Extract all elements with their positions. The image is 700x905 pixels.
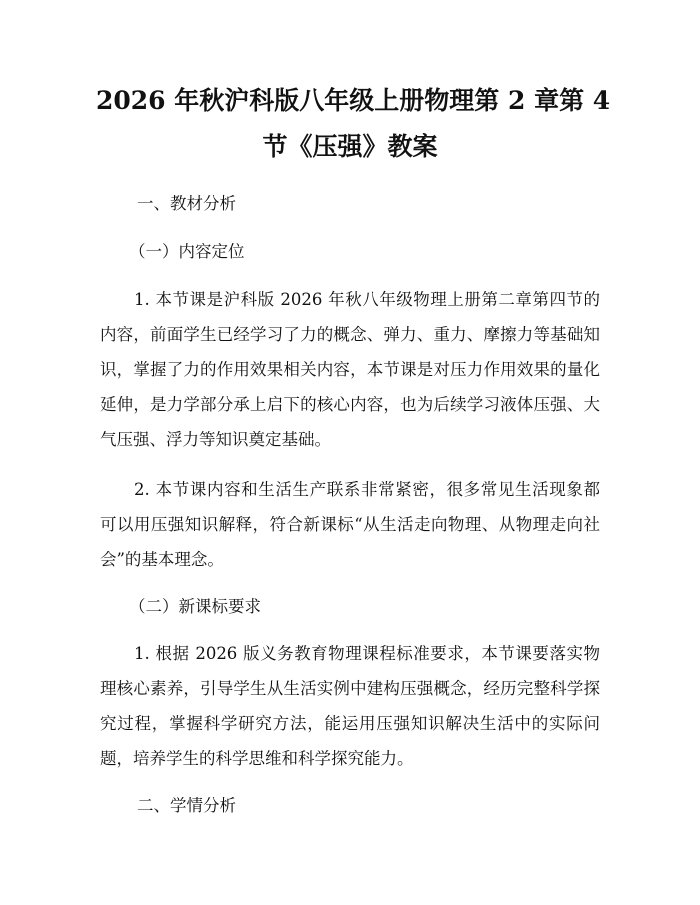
paragraph-content-positioning-1: 1. 本节课是沪科版 2026 年秋八年级物理上册第二章第四节的内容，前面学生已经学习了力的概念、弹力、重力、摩擦力等基础知识，掌握了力的作用效果相关内容，本节课是对压力作用效果的量化延伸，是力学部分承上启下的核心内容，也为后续学习液体压强、大气压强、浮力等知识奠定基础。 bbox=[100, 290, 600, 449]
document-title-line-2: 节《压强》教案 bbox=[262, 132, 438, 161]
paragraph-content-positioning-2: 2. 本节课内容和生活生产联系非常紧密，很多常见生活现象都可以用压强知识解释，符合新课标“从生活走向物理、从物理走向社会”的基本理念。 bbox=[100, 480, 600, 569]
subsection-heading-curriculum-standard: （二）新课标要求 bbox=[129, 597, 261, 616]
section-heading-student-analysis: 二、学情分析 bbox=[137, 796, 236, 815]
document-title-line-1: 2026 年秋沪科版八年级上册物理第 2 章第 4 bbox=[96, 86, 611, 115]
section-heading-textbook-analysis: 一、教材分析 bbox=[137, 194, 236, 213]
subsection-heading-content-positioning: （一）内容定位 bbox=[129, 242, 245, 261]
paragraph-curriculum-standard-1: 1. 根据 2026 版义务教育物理课程标准要求，本节课要落实物理核心素养，引导学生从生活实例中建构压强概念，经历完整科学探究过程，掌握科学研究方法，能运用压强知识解决生活中的实际问题，培养学生的科学思维和科学探究能力。 bbox=[100, 644, 600, 768]
